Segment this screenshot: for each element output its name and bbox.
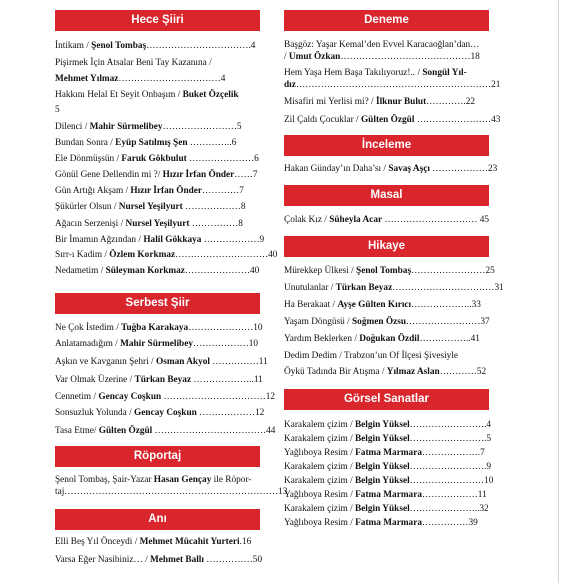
entry-author: Eyüp Satılmış Şen <box>115 138 188 148</box>
toc-entry[interactable] <box>55 425 276 437</box>
entry-author: Belgin Yüksel <box>354 434 410 444</box>
page-number: 5 <box>55 105 60 115</box>
toc-entry[interactable] <box>55 407 273 419</box>
page-number: 6 <box>231 138 237 148</box>
entry-title-tail: ile Röpor- <box>211 475 252 485</box>
dot-leader: ………………….. <box>409 504 480 514</box>
entry-author: Özlem Korkmaz <box>109 250 176 260</box>
entry-author: Mahir Sürmelibey <box>89 122 163 132</box>
dot-leader: …… <box>234 170 253 180</box>
toc-entry[interactable] <box>55 201 273 213</box>
page-number: 33 <box>471 300 481 310</box>
toc-entry[interactable] <box>284 96 502 108</box>
entry-author: Türkan Beyaz <box>335 283 393 293</box>
page-number: 9 <box>486 462 492 472</box>
toc-entry[interactable] <box>55 137 273 149</box>
dot-leader: ……………….. <box>191 375 254 385</box>
toc-entry[interactable] <box>55 218 273 230</box>
dot-leader: …………………… <box>406 317 481 327</box>
dot-leader: …………… <box>203 555 253 565</box>
toc-entry[interactable] <box>55 374 273 386</box>
entry-title: Nedametim / <box>55 266 106 276</box>
entry-author: Umut Özkan <box>288 52 341 62</box>
entry-title: Ne Çok İstedim / <box>55 323 122 333</box>
dot-leader: …………… <box>421 518 469 528</box>
page-number: 10 <box>253 323 263 333</box>
entry-title: Hakan Günday’ın Daha’sı / <box>284 164 389 174</box>
page-number: 4 <box>486 420 492 430</box>
entry-author: Süheyla Acar <box>329 215 383 225</box>
toc-entry[interactable] <box>284 461 502 473</box>
toc-entry[interactable] <box>284 475 502 487</box>
page-number: 8 <box>238 219 243 229</box>
toc-entry[interactable] <box>55 169 273 181</box>
entry-title: Mürekkep Ülkesi / <box>284 266 357 276</box>
entry-author: Gülten Özgül <box>98 426 153 436</box>
entry-title: Yağlıboya Resim / <box>284 448 356 458</box>
section-header: Hikaye <box>284 236 489 257</box>
dot-leader: …………………………………… <box>340 52 471 62</box>
dot-leader: …………………… <box>162 122 237 132</box>
entry-author: Gencay Coşkun <box>98 392 162 402</box>
section-header: Hece Şiiri <box>55 10 260 31</box>
toc-entry[interactable] <box>55 153 273 165</box>
entry-title: Karakalem çizim / <box>284 462 355 472</box>
entry-author: Nursel Yeşilyurt <box>125 219 190 229</box>
toc-entry[interactable] <box>284 433 502 445</box>
dot-leader: …………………………… <box>161 392 266 402</box>
toc-entry[interactable] <box>55 356 273 368</box>
page-number: 7 <box>252 170 258 180</box>
entry-author: Halil Gökkaya <box>143 235 202 245</box>
toc-entry[interactable] <box>284 39 502 51</box>
entry-title: Sırr-ı Kadim / <box>55 250 110 260</box>
toc-entry[interactable] <box>284 489 502 501</box>
dot-leader: ……………… <box>201 235 260 245</box>
toc-entry[interactable] <box>284 517 502 529</box>
entry-title: Dilenci / <box>55 122 90 132</box>
dot-leader: ……………………………. <box>146 41 251 51</box>
dot-leader: ……………………………… <box>152 426 267 436</box>
page-number: 45 <box>479 215 490 225</box>
toc-entry[interactable] <box>55 234 273 246</box>
page-edge-line <box>558 0 559 583</box>
page-number: 13 <box>278 487 288 497</box>
entry-title: Karakalem çizim / <box>284 504 355 514</box>
dot-leader: ………………… <box>188 323 254 333</box>
dot-leader: . <box>239 537 242 547</box>
page-number: 11 <box>253 375 263 385</box>
page-number: 40 <box>249 266 260 276</box>
toc-entry[interactable] <box>284 51 502 63</box>
entry-title: Gönül Gene Dellendin mi ?/ <box>55 170 163 180</box>
entry-title: Karakalem çizim / <box>284 420 355 430</box>
entry-author: Belgin Yüksel <box>354 504 410 514</box>
entry-author: Soğmen Özsu <box>352 317 406 327</box>
page-number: 50 <box>252 555 263 565</box>
entry-title: Misafiri mi Yerlisi mi? / <box>284 97 376 107</box>
toc-entry[interactable] <box>284 503 502 515</box>
dot-leader: …………. <box>426 97 466 107</box>
page-number: 18 <box>470 52 480 62</box>
entry-title: Tasa Etme/ <box>55 426 99 436</box>
entry-title: Yağlıboya Resim / <box>284 518 356 528</box>
entry-title: Hakkını Helal Et Seyit Onbaşım / <box>55 90 183 100</box>
toc-entry[interactable] <box>55 474 273 486</box>
entry-author: Fatma Marmara <box>355 518 422 528</box>
entry-title: Başgöz: Yaşar Kemal’den Evvel Karacaoğlan’dan… <box>284 40 480 50</box>
dot-leader: ……………………. <box>409 434 487 444</box>
toc-entry[interactable] <box>55 265 273 277</box>
dot-leader: ……………… <box>182 202 241 212</box>
page-number: 7 <box>480 448 485 458</box>
dot-leader: …………………… <box>409 476 485 486</box>
entry-title: Çolak Kız / <box>284 215 330 225</box>
toc-entry[interactable] <box>55 391 276 403</box>
dot-leader: …………………… <box>414 115 492 125</box>
dot-leader: ……………….. <box>411 300 472 310</box>
entry-title: Şenol Tombaş, Şair-Yazar <box>55 475 154 485</box>
dot-leader: …………… <box>209 357 259 367</box>
entry-author: Fatma Marmara <box>355 490 422 500</box>
page-number: 44 <box>266 426 276 436</box>
page-number: 52 <box>476 367 487 377</box>
entry-title: Zil Çaldı Çocuklar / <box>284 115 361 125</box>
entry-author: Doğukan Özdil <box>359 334 420 344</box>
entry-title: Ha Berakaat / <box>284 300 338 310</box>
entry-author: Osman Akyol <box>155 357 210 367</box>
toc-entry[interactable] <box>55 104 273 116</box>
toc-entry[interactable] <box>284 79 502 91</box>
dot-leader: ……………………. <box>409 420 487 430</box>
page-number: 25 <box>485 266 495 276</box>
page-number: 32 <box>479 504 489 514</box>
entry-title: Ele Dönmüşsün / <box>55 154 122 164</box>
entry-title: Gün Artığı Akşam / <box>55 186 131 196</box>
dot-leader: ………………… <box>186 154 255 164</box>
toc-entry[interactable] <box>55 486 288 498</box>
page-number: 12 <box>265 392 276 402</box>
toc-entry[interactable] <box>55 121 273 133</box>
page-number: 37 <box>480 317 490 327</box>
page-number: 6 <box>254 154 259 164</box>
toc-entry[interactable] <box>55 185 273 197</box>
entry-author: Savaş Aşçı <box>388 164 430 174</box>
page-number: 39 <box>468 518 478 528</box>
entry-author: Nursel Yeşilyurt <box>118 202 183 212</box>
entry-title: Elli Beş Yıl Önceydi / <box>55 537 140 547</box>
entry-title: Karakalem çizim / <box>284 476 355 486</box>
page-number: 5 <box>486 434 492 444</box>
dot-leader: ……………………………………………………… <box>295 80 492 90</box>
page-number: 4 <box>250 41 256 51</box>
toc-entry[interactable] <box>284 419 502 431</box>
entry-author: Belgin Yüksel <box>354 476 410 486</box>
entry-title: Ağacın Serzenişi / <box>55 219 126 229</box>
entry-title: Bir İmamın Ağzından / <box>55 235 144 245</box>
entry-author: Mehmet Mücahit Yurteri <box>139 537 240 547</box>
entry-title: Pişirmek İçin Atsalar Beni Tay Kazanına / <box>55 58 212 68</box>
entry-title: / <box>284 52 289 62</box>
section-header: Görsel Sanatlar <box>284 389 489 410</box>
entry-title: Varsa Eğer Nasibiniz… / <box>55 555 151 565</box>
entry-title: Aşkın ve Kavganın Şehri / <box>55 357 156 367</box>
page-number: 21 <box>491 80 501 90</box>
entry-author: Gencay Coşkun <box>134 408 197 418</box>
entry-author: Ayşe Gülten Kırıcı <box>337 300 412 310</box>
entry-author: Mehmet Yılmaz <box>55 74 119 84</box>
section-header: Anı <box>55 509 260 530</box>
toc-entry[interactable] <box>55 73 273 85</box>
entry-author: Hızır İrfan Önder <box>130 186 203 196</box>
entry-title: Yaşam Döngüsü / <box>284 317 353 327</box>
page-number: 10 <box>484 476 494 486</box>
toc-entry[interactable] <box>284 333 502 345</box>
page-number: 11 <box>258 357 268 367</box>
page-number: 40 <box>268 250 278 260</box>
page-number: 16 <box>241 537 252 547</box>
entry-author: Faruk Gökbulut <box>121 154 187 164</box>
entry-author: Belgin Yüksel <box>354 462 410 472</box>
entry-author: dız <box>284 80 296 90</box>
dot-leader: ………………………… <box>175 250 269 260</box>
toc-entry[interactable] <box>284 282 502 294</box>
toc-entry[interactable] <box>284 265 502 277</box>
dot-leader: ………… <box>439 367 477 377</box>
entry-title: Bundan Sonra / <box>55 138 116 148</box>
page-number: 7 <box>239 186 244 196</box>
page-number: 22 <box>465 97 475 107</box>
page-number: 8 <box>240 202 246 212</box>
entry-author: Türkan Beyaz <box>134 375 192 385</box>
page-number: 5 <box>236 122 242 132</box>
entry-title: Karakalem çizim / <box>284 434 355 444</box>
dot-leader: ………………………… <box>382 215 480 225</box>
dot-leader: …………… <box>189 219 239 229</box>
page-number: 9 <box>259 235 265 245</box>
entry-author: Fatma Marmara <box>355 448 422 458</box>
dot-leader: …………………………… <box>118 74 221 84</box>
dot-leader: ………………. <box>421 448 481 458</box>
section-header: Röportaj <box>55 446 260 467</box>
toc-entry[interactable] <box>55 322 273 334</box>
entry-author: Songül Yıl- <box>422 68 467 78</box>
dot-leader: ………….. <box>187 138 232 148</box>
toc-entry[interactable] <box>55 89 273 101</box>
entry-title: Dedim Dedim / Trabzon’un Of İlçesi Şivesiyle <box>284 351 459 361</box>
entry-title: Cennetim / <box>55 392 99 402</box>
entry-author: Süleyman Korkmaz <box>105 266 185 276</box>
entry-author: Buket Özçelik <box>182 90 239 100</box>
entry-author: Şenol Tombaş <box>91 41 147 51</box>
toc-entry[interactable] <box>284 299 502 311</box>
dot-leader: ………………… <box>184 266 250 276</box>
toc-entry[interactable] <box>284 214 502 226</box>
section-header: Serbest Şiir <box>55 293 260 314</box>
dot-leader: ……………… <box>421 490 478 500</box>
toc-entry[interactable] <box>284 350 502 362</box>
toc-entry[interactable] <box>55 536 273 548</box>
entry-title: İntikam / <box>55 41 92 51</box>
dot-leader: ……………………. <box>409 462 487 472</box>
entry-author: Belgin Yüksel <box>354 420 410 430</box>
entry-title: taj <box>55 487 65 497</box>
dot-leader: …………….. <box>419 334 471 344</box>
entry-author: Yılmaz Aslan <box>386 367 440 377</box>
entry-title: Öykü Tadında Bir Atışma / <box>284 367 387 377</box>
entry-title: Yağlıboya Resim / <box>284 490 356 500</box>
toc-entry[interactable] <box>284 163 502 175</box>
toc-entry[interactable] <box>284 67 502 79</box>
page-number: 11 <box>477 490 487 500</box>
toc-entry[interactable] <box>284 447 502 459</box>
dot-leader: …………………………………………………………… <box>64 487 279 497</box>
entry-title: Var Olmak Üzerine / <box>55 375 135 385</box>
section-header: Masal <box>284 185 489 206</box>
toc-entry[interactable] <box>284 114 502 126</box>
toc-entry[interactable] <box>55 249 278 261</box>
entry-title: Şükürler Olsun / <box>55 202 119 212</box>
entry-author: Hasan Gençay <box>153 475 212 485</box>
section-header: Deneme <box>284 10 489 31</box>
dot-leader: ……………… <box>429 164 489 174</box>
page-number: 23 <box>488 164 498 174</box>
toc-entry[interactable] <box>55 57 273 69</box>
page-number: 43 <box>491 115 501 125</box>
toc-entry[interactable] <box>55 40 273 52</box>
entry-author: Gülten Özgül <box>360 115 415 125</box>
dot-leader: …………………………… <box>392 283 495 293</box>
page-number: 41 <box>470 334 480 344</box>
entry-title: Sonsuzluk Yolunda / <box>55 408 135 418</box>
dot-leader: ………… <box>202 186 240 196</box>
toc-entry[interactable] <box>55 554 273 566</box>
entry-title: Yardım Beklerken / <box>284 334 360 344</box>
entry-author: Tuğba Karakaya <box>121 323 189 333</box>
dot-leader: ……………… <box>193 339 249 349</box>
section-header: İnceleme <box>284 135 489 156</box>
entry-title: Unutulanlar / <box>284 283 336 293</box>
entry-author: Şenol Tombaş <box>356 266 412 276</box>
toc-entry[interactable] <box>284 316 502 328</box>
page-number: 12 <box>254 408 265 418</box>
toc-entry[interactable] <box>55 338 273 350</box>
entry-title: Hem Yaşa Hem Başa Takılıyoruz!.. / <box>284 68 423 78</box>
entry-title: Anlatamadığım / <box>55 339 121 349</box>
dot-leader: …………………… <box>411 266 486 276</box>
toc-entry[interactable] <box>284 366 502 378</box>
entry-author: Hızır İrfan Önder <box>162 170 235 180</box>
dot-leader: ……………… <box>196 408 255 418</box>
page-number: 10 <box>248 339 259 349</box>
entry-author: Mehmet Ballı <box>150 555 204 565</box>
entry-author: İlknur Bulut <box>375 97 427 107</box>
entry-author: Mahir Sürmelibey <box>120 339 193 349</box>
page-number: 31 <box>494 283 504 293</box>
page-number: 4 <box>220 74 226 84</box>
